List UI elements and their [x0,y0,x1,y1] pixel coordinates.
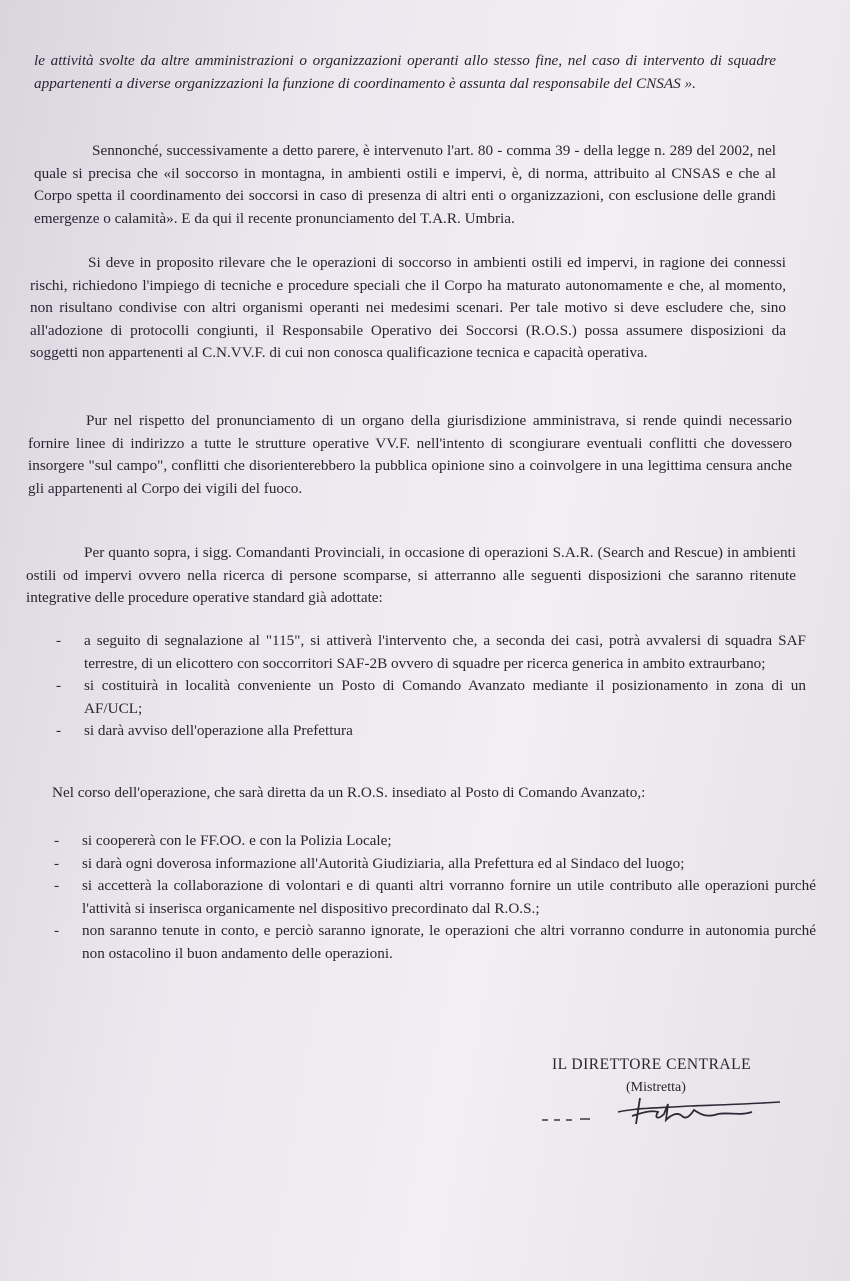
signature-title: IL DIRETTORE CENTRALE [552,1056,752,1073]
list-operazione [82,830,816,965]
paragraph-pronunciamento: Pur nel rispetto del pronunciamento di un organo della giurisdizione amministrava, si rende quindi necessario fornire linee di indirizzo a tutte le strutture operative VV.F. nell'intento di scongiurare eventuali conflitti che dovessero insorgere "sul campo", conflitti che disorienterebbero la pubblica opinione sino a coinvolgere in una legittima censura anche gli appartenenti al Corpo dei vigili del fuoco. [28,412,792,497]
list-item: - non saranno tenute in conto, e perciò saranno ignorate, le operazioni che altri vorranno condurre in autonomia purché non ostacolino il buon andamento delle operazioni. [82,920,816,965]
paragraph-corso-operazione: Nel corso dell'operazione, che sarà diretta da un R.O.S. insediato al Posto di Comando Avanzato,: [52,784,646,801]
list-item: - si accetterà la collaborazione di volontari e di quanti altri vorranno fornire un utile contributo alle operazioni purché l'attività si inserisca organicamente nel dispositivo precordinato dal R.O.S.; [82,875,816,920]
list-item: - si costituirà in località conveniente un Posto di Comando Avanzato mediante il posizionamento in zona di un AF/UCL; [84,675,806,720]
paragraph-per-quanto: Per quanto sopra, i sigg. Comandanti Provinciali, in occasione di operazioni S.A.R. (Search and Rescue) in ambienti ostili od impervi ovvero nella ricerca di persone scomparse, si atterranno alle seguenti disposizioni che saranno ritenute integrative delle procedure operative standard già adottate: [26,544,796,606]
list-item: - si coopererà con le FF.OO. e con la Polizia Locale; [82,830,816,853]
list-item: - a seguito di segnalazione al "115", si attiverà l'intervento che, a seconda dei casi, potrà avvalersi di squadra SAF terrestre, di un elicottero con soccorritori SAF-2B ovvero di squadre per ricerca generica in ambito extraurbano; [84,630,806,675]
paragraph-rilevare: Si deve in proposito rilevare che le operazioni di soccorso in ambienti ostili ed impervi, in ragione dei connessi rischi, richiedono l'impiego di tecniche e procedure speciali che il Corpo ha maturato autonomamente e che, al momento, non risultano condivise con altri organismi operanti nei medesimi scenari. Per tale motivo si deve escludere che, sino all'adozione di protocolli congiunti, il Responsabile Operativo dei Soccorsi (R.O.S.) possa assumere disposizioni da soggetti non appartenenti al C.N.VV.F. di cui non conosca qualificazione tecnica e capacità operativa. [30,254,786,361]
signature-name: (Mistretta) [626,1080,686,1095]
paragraph-intro: le attività svolte da altre amministrazioni o organizzazioni operanti allo stesso fine, nel caso di intervento di squadre appartenenti a diverse organizzazioni la funzione di coordinamento è assunta dal responsabile del CNSAS ». [34,52,776,92]
paragraph-sennonche: Sennonché, successivamente a detto parere, è intervenuto l'art. 80 - comma 39 - della legge n. 289 del 2002, nel quale si precisa che «il soccorso in montagna, in ambienti ostili e impervi, è, di norma, attribuito al CNSAS e che al Corpo spetta il coordinamento dei soccorsi in caso di presenza di altri enti o organizzazioni, con esclusione delle grandi emergenze o calamità». E da qui il recente pronunciamento del T.A.R. Umbria. [34,142,776,227]
list-disposizioni [84,630,806,743]
handwritten-signature-icon [540,1090,790,1140]
list-item: - si darà ogni doverosa informazione all'Autorità Giudiziaria, alla Prefettura ed al Sindaco del luogo; [82,853,816,876]
list-item: - si darà avviso dell'operazione alla Prefettura [84,720,806,743]
